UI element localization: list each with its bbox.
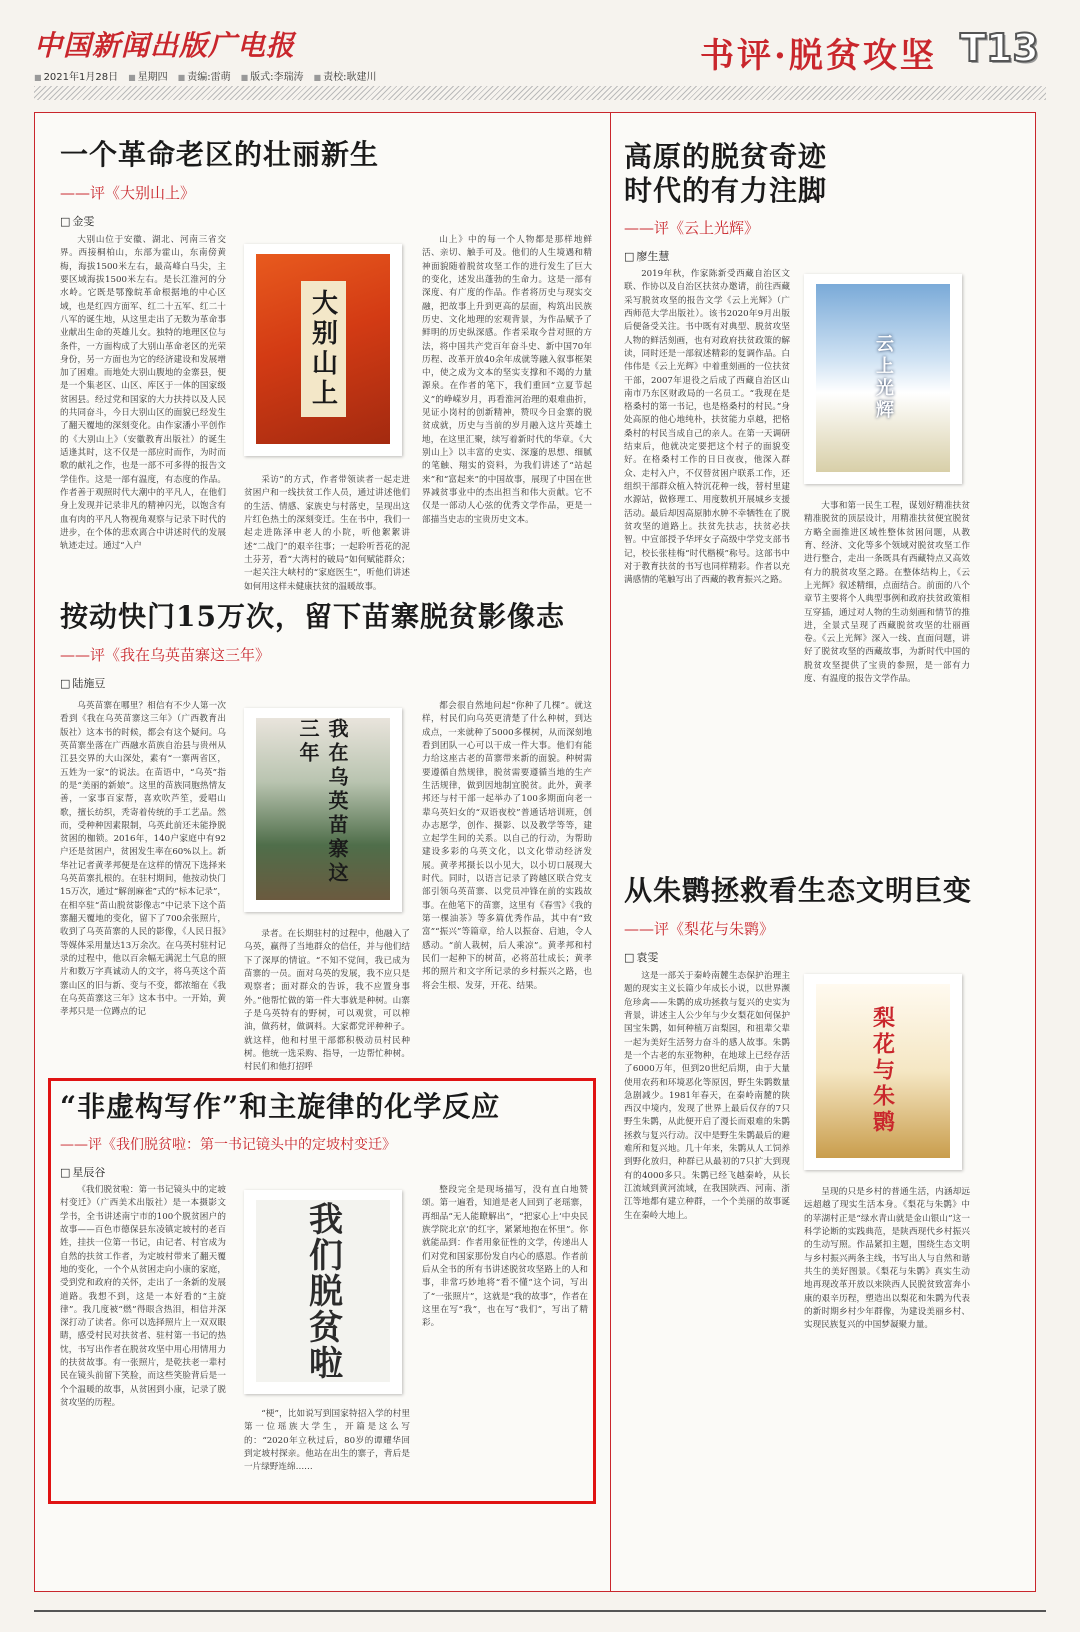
issue-layout: ■ 版式:李瑞涛 bbox=[241, 68, 304, 83]
newspaper-logo: 中国新闻出版广电报 bbox=[34, 29, 296, 62]
book-cover-title: 我们脱贫啦 bbox=[302, 1201, 343, 1381]
issue-editor: ■ 责编:雷萌 bbox=[178, 68, 231, 83]
article-byline: □ 袁雯 bbox=[624, 949, 1024, 965]
issue-weekday: ■ 星期四 bbox=[128, 68, 168, 83]
article-column: 山上》中的每一个人物都是那样地鲜活、亲切、触手可及。他们的人生境遇和精神面貌随着脱贫攻坚工作的进行发生了巨大的变化，述发出蓬勃的生命力。这是一部有深度、有广度的作品。作者将历史与现实交融，把故事上升到更高的层面，构筑出民族历史、文化地理的宏观背景，为作品赋予了鲜明的历史纵深感。作者采取今昔对照的方法，将中国共产党百年奋斗史、新中国70年历程、改革开放40余年成就等融入叙事框架中，使之成为文本的坚实支撑和不竭的力量源泉。在作者的笔下，我们重回“立夏节起义”的峥嵘岁月，再看淮河治理的艰难曲折，见证小岗村的创新精神，赞叹今日金寨的脱贫成就，历史与当前的岁月融入这片英雄土地，在这里汇聚，续写着新时代的华章。《大别山上》以丰富的史实、深邃的思想、细腻的笔触、翔实的资料，为我们讲述了“站起来”和“富起来”的中国故事，展现了中国在世界减贫事业中的杰出担当和伟大贡献。它不仅是一部动人心弦的优秀文学作品，更是一部描当史志的宝贵历史文本。 bbox=[422, 235, 592, 525]
book-cover-wuying bbox=[244, 708, 402, 912]
article-column: 录者。在长期驻村的过程中，他融入了乌英，赢得了当地群众的信任，并与他们结下了深厚的情谊。“不知不觉间，我已成为苗寨的一员。面对乌英的发展，我不应只是观察者；面对群众的告诉，我不应置身事外。”他帮忙做的第一件大事就是种树。山寨子是乌英特有的野树，可以观赏，可以榨油，做药材，做调料。大家都党评种种子。就这样，他和村里干部都积极动员村民种树。他统一选采购、指导，一边帮忙种树。村民们和他打招呼 bbox=[244, 929, 410, 1073]
article-column: 这是一部关于秦岭南麓生态保护治理主题的现实主义长篇少年成长小说，以世界濒危珍禽——朱鹮的成功拯救与复兴的史实为背景，讲述主人公少年与少女梨花如何保护国宝朱鹮，如何种植万亩梨园，和祖辈父辈一起为美好生活努力奋斗的感人故事。朱鹮是一个古老的东亚物种，在地球上已经存活了6000万年，但到20世纪后期，由于大量使用农药和环境恶化等原因，野生朱鹮数量急剧减少。1981年春天，在秦岭南麓的陕西汉中境内，发现了世界上最后仅存的7只野生朱鹮，从此便开启了漫长而艰难的朱鹮拯救与复兴行动。汉中是野生朱鹮最后的避难所和复兴地。几十年来，朱鹮从人工饲养到野化放归，种群已从最初的7只扩大到现有的4000多只。朱鹮已经飞越秦岭，从长江流域到黄河流域，在我国陕西、河南、浙江等地都有建立种群，一个个美丽的故事诞生在秦岭大地上。 bbox=[624, 971, 790, 1221]
book-cover-women-tuopin bbox=[244, 1190, 402, 1394]
article-column: “梗”，比如说写到国家特招入学的村里第一位瑶族大学生，开篇是这么写的：“2020年立秋过后，80岁的谭耀华回到定坡村探亲。他站在出生的寨子，背后是一片绿野连绵…… bbox=[244, 1409, 410, 1473]
article-column: 呈现的只是乡村的普通生活，内涵却远远超越了现实生活本身。《梨花与朱鹮》中的苹湖村正是“绿水青山就是金山银山”这一科学论断的实践典范，是陕西现代乡村振兴的生动写照。作品紧扣主题，围绕生态文明与乡村振兴两条主线，书写出人与自然和谐共生的美好图景。《梨花与朱鹮》真实生动地再现改革开放以来陕西人民脱贫致富奔小康的艰辛历程，塑造出以梨花和朱鹮为代表的新时期乡村少年群像，为建设美丽乡村、实现民族复兴的中国梦凝聚力量。 bbox=[804, 1187, 970, 1331]
article-subtitle: —— 评《我们脱贫啦：第一书记镜头中的定坡村变迁》 bbox=[60, 1134, 590, 1154]
book-cover-title: 梨花与朱鹮 bbox=[869, 1006, 896, 1136]
article-byline: □ 金雯 bbox=[60, 213, 600, 229]
book-cover-title: 大别山上 bbox=[301, 281, 346, 417]
article-headline: 高原的脱贫奇迹 时代的有力注脚 bbox=[624, 140, 828, 207]
article-subtitle: —— 评《大别山上》 bbox=[60, 182, 600, 203]
article-byline: □ 陆施豆 bbox=[60, 675, 600, 691]
article-column: 大事和第一民生工程，谋划好精准扶贫精准脱贫的顶层设计，用精准扶贫便宜脱贫方略全面推进区域性整体贫困问题，从教育、经济、文化等多个领域对脱贫攻坚工作进行整合，走出一条既具有西藏特点又高效有力的脱贫攻坚之路。在整体结构上，《云上光辉》叙述精细，点面结合。前面的八个章节主要将个人典型事例和政府扶贫政策相互穿插，通过对人物的生动刻画和情节的推进，全景式呈现了西藏脱贫攻坚的壮丽画卷。《云上光辉》深入一线、直面问题，讲好了脱贫攻坚的西藏故事，为新时代中国的脱贫攻坚提供了宝贵的参照，是一部有力度、有温度的报告文学作品。 bbox=[804, 501, 970, 685]
issue-meta bbox=[34, 68, 376, 83]
article-yunshang bbox=[624, 140, 1024, 264]
bottom-rule bbox=[34, 1610, 1046, 1612]
hatch-rule bbox=[34, 86, 1046, 100]
book-cover-title: 我在乌英苗寨这三年 bbox=[296, 718, 349, 886]
article-women-tuopin bbox=[60, 1090, 590, 1180]
book-cover-title: 云上光辉 bbox=[873, 334, 894, 422]
article-column: 2019年秋，作家陈新受西藏自治区文联、作协以及自治区扶贫办邀请，前往西藏采写脱贫攻坚的报告文学《云上光辉》（广西师范大学出版社）。该书2020年9月出版后便备受关注。书中既有对典型、脱贫攻坚人物的鲜活刻画，也有对政府扶贫政策的解读，同时还是一部叙述精彩的复调作品。白伟伟是《云上光辉》中着重刻画的一位扶贫干部，2007年退役之后成了西藏自治区山南市乃东区财政局的一名员工。“我现在是格桑村的第一书记，也是格桑村的村民。”身处高原的他心地纯朴，扶贫能力卓越，把格桑村的村民当成自己的亲人。在第一天调研结束后，他就决定要把这个村子的面貌变好。在格桑村工作的日日夜夜，他深入群众、走村入户，不仅替贫困户联系工作，还组织干部群众植入特沉花种一线，替村里建水源站，做修理工、用度数机开展城乡支援活动。最后却因高原肺水肿不幸牺牲在了脱贫攻坚的道路上。扶贫先扶志，扶贫必扶智。中宣部授予华坪女子高级中学党支部书记，校长张桂梅“时代楷模”称号。这部书中对于教育扶贫的书写也同样精彩。作者以充满感情的笔触写出了西藏的教育振兴之路。 bbox=[624, 269, 790, 586]
column-divider bbox=[610, 112, 611, 1592]
article-column: 《我们脱贫啦：第一书记镜头中的定坡村变迁》（广西美术出版社）是一本摄影文学书，全书讲述南宁市的100个脱贫困户的故事——百色市德保县东凌镇定坡村的老百姓，挂扶一位第一书记，由记者、村官成为自然的扶贫工作者，为定坡村带来了翻天覆地的变化，一个个从贫困走向小康的家庭，受到党和政府的关怀，走出了一条新的发展道路。我想不到，这是一本好看的“主旋律”。我几度被“燃”得眼含热泪，相信并深深打动了读者。你可以选择照片上一双双眼睛，感受村民对扶贫者、驻村第一书记的热忱，书写出作者在脱贫攻坚中用心用情用力的扶贫故事。有一张照片，是乾扶老一辈村民在镜头前留下笑脸，而这些笑脸背后是一个个温暖的故事，从贫困到小康，记录了脱贫攻坚的历程。 bbox=[60, 1185, 226, 1408]
article-byline: □ 廖生慧 bbox=[624, 248, 1024, 264]
masthead bbox=[0, 0, 1080, 100]
article-lihua bbox=[624, 874, 1024, 965]
book-cover-lihua bbox=[804, 974, 962, 1170]
book-cover-dabieshan bbox=[244, 244, 402, 456]
article-subtitle: —— 评《梨花与朱鹮》 bbox=[624, 918, 1024, 939]
article-headline: 从朱鹮拯救看生态文明巨变 bbox=[624, 874, 973, 907]
article-column: 乌英苗寨在哪里？相信有不少人第一次看到《我在乌英苗寨这三年》（广西教育出版社）这本书的时候，都会有这个疑问。乌英苗寨坐落在广西融水苗族自治县与贵州从江县交界的大山深处，素有“一寨两省区，五姓为一家”的说法。在苗语中，“乌英”指的是“美丽的新娘”。这里的苗族同胞热情友善，一家事百家帮，喜欢吹芦笙，爱唱山歌，擅长纺织，秃寄着传统的手工艺品。然而，受种种因素限制，乌英此前还未能挣脱贫困的枷锁。2016年，140户家庭中有92户还是贫困户，贫困发生率在60%以上。新华社记者黄孝邦便是在这样的情况下选择来乌英苗寨扎根的。在驻村期间，他按动快门15万次，通过“解剖麻雀”式的“标本记录”，在相卒驻“苗山脱贫影像志”中记录下这个苗寨翻天覆地的变化，留下了700余张照片，收到了乌英苗寨的人民的影像，《人民日报》等媒体采用量达13万余次。在乌英村驻村记录的过程中，他以百余幅无满泥土气息的照片和数万字真诚动人的文字，将乌英这个苗寨山区的旧与新、变与不变，都浓缩在《我在乌英苗寨这三年》这本书中。一开始，黄孝邦只是一位蹲点的记 bbox=[60, 701, 227, 1018]
article-column: 采访”的方式，作者带领读者一起走进贫困户和一线扶贫工作人员，通过讲述他们的生活、情感、家族史与村落史，呈现出这片红色热土的深刻变迁。生在书中，我们一起走进陈泽申老人的小院，听他絮絮讲述“二战门”的艰辛往事；一起聆听苔花的泥土芬芳，看“大湾村的破局”如何赋能群众；一起关注大峡村的“家庭医生”，听他们讲述如何用这样未健康扶贫的温暖故事。 bbox=[244, 475, 410, 592]
article-column: 大别山位于安徽、湖北、河南三省交界。西接桐柏山，东部为霍山，东南傍黄梅，海拔1500米左右，最高峰白马尖，主要区域海拔1500米左右。是长江淮河的分水岭。它既是鄂豫皖革命根据地的中心区域，也是红四方面军、红二十五军、红二十八军的诞生地，从这里走出了无数为革命事业献出生命的英雄儿女。独特的地理区位与条件，一方面构成了大别山革命老区的光荣身份，另一方面也为它的经济建设和发展增加了困难。而地处大别山腹地的金寨县，便是一个集老区、山区、库区于一体的国家级贫困县。经过党和国家的大力扶持以及人民的共同奋斗，今日大别山区的面貌已经发生了翻天覆地的深刻变化。由作家潘小平创作的《大别山上》（安徽教育出版社）的诞生适逢其时，这不仅是一部应时而作，为时而歌的献礼之作，也是一部不可多得的报告文学佳作。这是一部有温度，有态度的作品。作者善于观照时代大潮中的平凡人，在他们身上发现并记录非凡的精神闪光，以饱含有血有肉的平凡人物视角观察与记录下时代的进步，在个体的悲欢离合中讲述时代的发展轨迹走过。通过“入户 bbox=[60, 235, 226, 552]
article-headline: 按动快门15万次，留下苗寨脱贫影像志 bbox=[60, 600, 565, 633]
article-subtitle: —— 评《我在乌英苗寨这三年》 bbox=[60, 644, 600, 665]
article-byline: □ 星辰谷 bbox=[60, 1164, 590, 1180]
page-number: T13 bbox=[960, 26, 1039, 70]
issue-proof: ■ 责校:耿建川 bbox=[314, 68, 377, 83]
article-headline: “非虚构写作”和主旋律的化学反应 bbox=[60, 1090, 501, 1123]
article-column: 整段完全是现场描写，没有直白地赞颂。第一遍看，知道是老人回到了老瑶寨，再细品“无人能瞭解出”，“把家心上‘中央民族学院北京’的红字，紧紧地抱在怀里”。你就能品到：作者用象征性的文学，传递出人们对党和国家那份发自内心的感恩。作者前后从全书的所有书讲述脱贫攻坚路上的人和事，非常巧妙地将“看不懂”这个词，写出了“一张照片”，这就是“我的故事”，作者在这里在写“我”，也在写“我们”，写出了精彩。 bbox=[422, 1185, 588, 1329]
article-column: 都会很自然地问起“你种了几棵”。就这样，村民们向乌英更清楚了什么种树，到达成点，一来就种了5000多棵树，从而深刻地看到团队一心可以干成一件大事。他们有能力给这座古老的苗寨带来新的面貌。种树需要遵循自然规律，脱贫需要遵循当地的生产生活规律，做到因地制宜脱贫。此外，黄孝邦还与村干部一起举办了100多期面向老一辈乌英妇女的“双语夜校”普通话培训班，创办志愿学，创作、摄影、以及教学等等，建立起学生间的关系。以自己的行动，为帮助建设多彩的乌英文化，以文化带动经济发展。黄孝邦摄长以小见大，以小切口展现大时代。同时，以语言记录了跨越区联合党支部引领乌英苗寨、以党员冲锋在前的实践故事。在他笔下的苗寨，这里有《春雪》《我的第一棵油茶》等多篇优秀作品，其中有“致富”“振兴”等篇章，给人以振奋、启迪，令人感动。“前人栽树，后人乘凉”。黄孝邦和村民们一起种下的树苗，必将茁壮成长；黄孝邦的照片和文字所记录的乡村振兴之路，也将会生根、发芽，开花、结果。 bbox=[422, 701, 592, 991]
article-subtitle: —— 评《云上光辉》 bbox=[624, 217, 1024, 238]
section-title: 书评·脱贫攻坚 bbox=[700, 36, 937, 76]
article-headline: 一个革命老区的壮丽新生 bbox=[60, 138, 380, 171]
article-wuying bbox=[60, 600, 600, 691]
book-cover-yunshang bbox=[804, 274, 962, 484]
issue-date: ■ 2021年1月28日 bbox=[34, 68, 118, 83]
article-dabieshan bbox=[60, 138, 600, 229]
